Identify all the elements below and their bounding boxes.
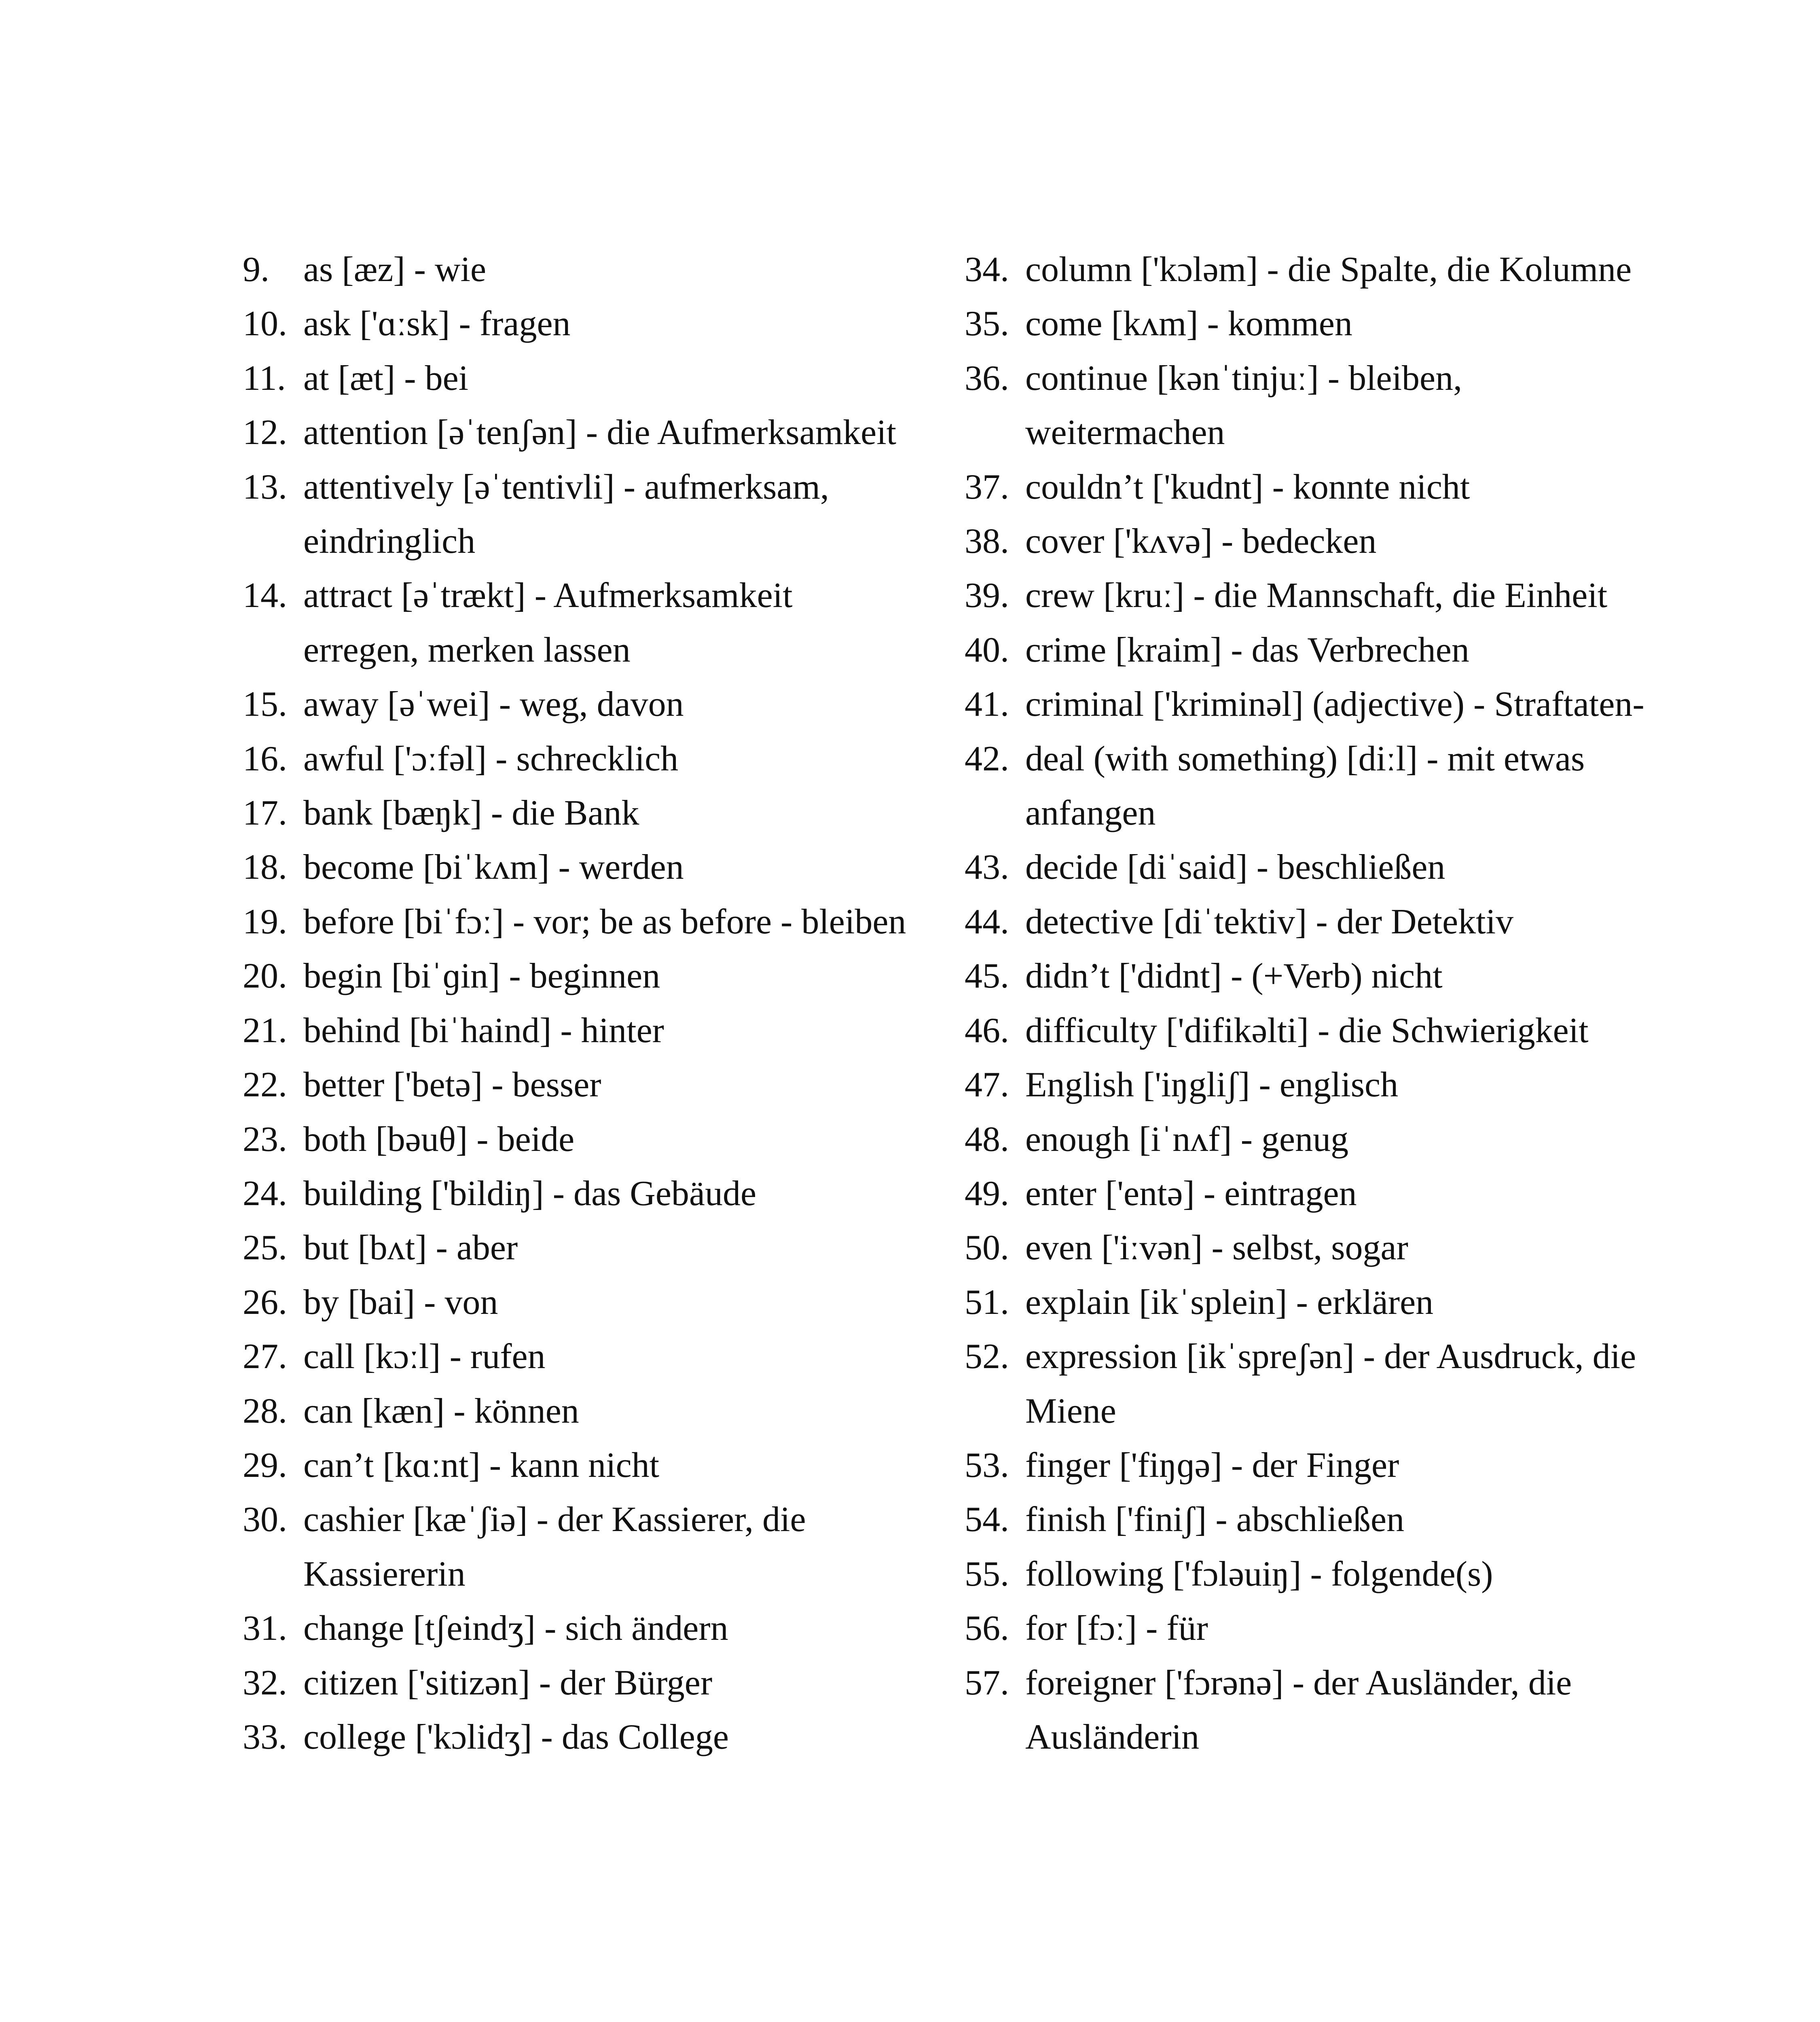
entry-number: 39. bbox=[965, 576, 1009, 615]
entry-number: 37. bbox=[965, 467, 1009, 507]
entry-text: continue [kənˈtinjuː] - bleiben, weitermachen bbox=[1025, 358, 1462, 453]
entry-text: can’t [kɑːnt] - kann nicht bbox=[303, 1445, 660, 1485]
entry-number: 41. bbox=[965, 685, 1009, 724]
vocabulary-entry bbox=[243, 1601, 914, 1656]
entry-text: even ['iːvən] - selbst, sogar bbox=[1025, 1228, 1408, 1268]
vocabulary-entry bbox=[243, 786, 914, 840]
vocabulary-entry bbox=[965, 949, 1648, 1003]
entry-number: 15. bbox=[243, 685, 287, 724]
vocabulary-entry bbox=[243, 1493, 914, 1601]
vocabulary-entry bbox=[243, 351, 914, 406]
entry-number: 20. bbox=[243, 956, 287, 996]
entry-text: English ['iŋgliʃ] - englisch bbox=[1025, 1065, 1399, 1105]
vocabulary-entry bbox=[243, 1167, 914, 1221]
entry-text: criminal ['kriminəl] (adjective) - Straftaten- bbox=[1025, 685, 1644, 724]
entry-text: explain [ikˈsplein] - erklären bbox=[1025, 1282, 1434, 1322]
entry-text: attract [əˈtrækt] - Aufmerksamkeit erregen, merken lassen bbox=[303, 576, 793, 670]
vocabulary-entry bbox=[243, 840, 914, 895]
vocabulary-entry bbox=[965, 1113, 1648, 1167]
entry-text: decide [diˈsaid] - beschließen bbox=[1025, 848, 1445, 887]
vocabulary-entry bbox=[965, 351, 1648, 460]
entry-text: crime [kraim] - das Verbrechen bbox=[1025, 630, 1469, 670]
vocabulary-entry bbox=[965, 623, 1648, 677]
vocabulary-entry bbox=[243, 297, 914, 351]
entry-text: couldn’t ['kudnt] - konnte nicht bbox=[1025, 467, 1470, 507]
vocabulary-entry bbox=[243, 1656, 914, 1710]
vocabulary-entry bbox=[965, 569, 1648, 623]
entry-text: away [əˈwei] - weg, davon bbox=[303, 685, 684, 724]
vocabulary-entry bbox=[965, 1275, 1648, 1330]
entry-text: citizen ['sitizən] - der Bürger bbox=[303, 1663, 713, 1703]
entry-number: 18. bbox=[243, 848, 287, 887]
vocabulary-entry bbox=[965, 677, 1648, 732]
entry-number: 40. bbox=[965, 630, 1009, 670]
entry-number: 44. bbox=[965, 902, 1009, 941]
vocabulary-entry bbox=[243, 1058, 914, 1112]
entry-number: 21. bbox=[243, 1011, 287, 1050]
entry-number: 57. bbox=[965, 1663, 1009, 1703]
entry-number: 45. bbox=[965, 956, 1009, 996]
vocabulary-entry bbox=[965, 460, 1648, 514]
vocabulary-entry bbox=[243, 243, 914, 297]
entry-number: 22. bbox=[243, 1065, 287, 1105]
vocabulary-entry bbox=[243, 732, 914, 786]
entry-text: awful ['ɔːfəl] - schrecklich bbox=[303, 739, 679, 778]
vocabulary-entry bbox=[965, 1438, 1648, 1493]
entry-number: 48. bbox=[965, 1119, 1009, 1159]
entry-text: ask ['ɑːsk] - fragen bbox=[303, 304, 571, 344]
entry-number: 56. bbox=[965, 1609, 1009, 1648]
vocabulary-entry bbox=[243, 406, 914, 460]
word-list-right-column bbox=[965, 243, 1648, 1764]
vocabulary-entry bbox=[243, 460, 914, 569]
entry-number: 36. bbox=[965, 358, 1009, 398]
entry-number: 42. bbox=[965, 739, 1009, 778]
vocabulary-entry bbox=[965, 895, 1648, 949]
entry-number: 13. bbox=[243, 467, 287, 507]
entry-number: 52. bbox=[965, 1337, 1009, 1377]
entry-text: bank [bæŋk] - die Bank bbox=[303, 793, 639, 833]
entry-number: 35. bbox=[965, 304, 1009, 344]
vocabulary-entry bbox=[243, 1438, 914, 1493]
vocabulary-entry bbox=[965, 514, 1648, 569]
entry-number: 32. bbox=[243, 1663, 287, 1703]
entry-number: 38. bbox=[965, 522, 1009, 561]
entry-number: 27. bbox=[243, 1337, 287, 1377]
vocabulary-entry bbox=[965, 1221, 1648, 1275]
entry-number: 55. bbox=[965, 1554, 1009, 1594]
vocabulary-entry bbox=[243, 1710, 914, 1764]
vocabulary-entry bbox=[965, 1547, 1648, 1601]
vocabulary-entry bbox=[965, 297, 1648, 351]
entry-number: 54. bbox=[965, 1500, 1009, 1540]
entry-text: didn’t ['didnt] - (+Verb) nicht bbox=[1025, 956, 1443, 996]
entry-number: 49. bbox=[965, 1174, 1009, 1213]
entry-text: difficulty ['difikəlti] - die Schwierigkeit bbox=[1025, 1011, 1589, 1050]
entry-text: but [bʌt] - aber bbox=[303, 1228, 518, 1268]
entry-text: enter ['entə] - eintragen bbox=[1025, 1174, 1357, 1213]
entry-text: before [biˈfɔː] - vor; be as before - bleiben bbox=[303, 902, 906, 941]
entry-number: 46. bbox=[965, 1011, 1009, 1050]
entry-text: building ['bildiŋ] - das Gebäude bbox=[303, 1174, 757, 1213]
vocabulary-entry bbox=[965, 1493, 1648, 1547]
entry-number: 53. bbox=[965, 1445, 1009, 1485]
vocabulary-entry bbox=[965, 732, 1648, 841]
entry-text: following ['fɔləuiŋ] - folgende(s) bbox=[1025, 1554, 1493, 1594]
entry-number: 19. bbox=[243, 902, 287, 941]
vocabulary-entry bbox=[243, 1004, 914, 1058]
entry-number: 24. bbox=[243, 1174, 287, 1213]
entry-text: college ['kɔlidʒ] - das College bbox=[303, 1717, 729, 1757]
entry-text: call [kɔːl] - rufen bbox=[303, 1337, 546, 1377]
entry-text: attention [əˈtenʃən] - die Aufmerksamkeit bbox=[303, 413, 897, 453]
entry-text: both [bəuθ] - beide bbox=[303, 1119, 575, 1159]
entry-number: 51. bbox=[965, 1282, 1009, 1322]
entry-number: 25. bbox=[243, 1228, 287, 1268]
vocabulary-entry bbox=[243, 1275, 914, 1330]
vocabulary-entry bbox=[243, 1330, 914, 1384]
entry-number: 47. bbox=[965, 1065, 1009, 1105]
entry-text: column ['kɔləm] - die Spalte, die Kolumne bbox=[1025, 250, 1632, 289]
entry-text: come [kʌm] - kommen bbox=[1025, 304, 1352, 344]
entry-text: can [kæn] - können bbox=[303, 1391, 579, 1431]
vocabulary-entry bbox=[965, 1058, 1648, 1112]
entry-text: better ['betə] - besser bbox=[303, 1065, 601, 1105]
entry-number: 23. bbox=[243, 1119, 287, 1159]
entry-number: 11. bbox=[243, 358, 286, 398]
word-list-left-column bbox=[243, 243, 914, 1764]
entry-text: finish ['finiʃ] - abschließen bbox=[1025, 1500, 1405, 1540]
vocabulary-entry bbox=[965, 243, 1648, 297]
entry-number: 31. bbox=[243, 1609, 287, 1648]
entry-number: 33. bbox=[243, 1717, 287, 1757]
entry-text: foreigner ['fɔrənə] - der Ausländer, die Ausländerin bbox=[1025, 1663, 1572, 1757]
entry-text: expression [ikˈspreʃən] - der Ausdruck, die Miene bbox=[1025, 1337, 1636, 1431]
vocabulary-entry bbox=[965, 1167, 1648, 1221]
entry-text: finger ['fiŋɡə] - der Finger bbox=[1025, 1445, 1399, 1485]
entry-text: become [biˈkʌm] - werden bbox=[303, 848, 684, 887]
entry-number: 26. bbox=[243, 1282, 287, 1322]
entry-number: 9. bbox=[243, 250, 269, 289]
vocabulary-entry bbox=[243, 677, 914, 732]
entry-text: for [fɔː] - für bbox=[1025, 1609, 1208, 1648]
entry-number: 43. bbox=[965, 848, 1009, 887]
vocabulary-entry bbox=[243, 1221, 914, 1275]
entry-text: as [æz] - wie bbox=[303, 250, 487, 289]
vocabulary-entry bbox=[243, 1113, 914, 1167]
entry-number: 10. bbox=[243, 304, 287, 344]
entry-text: begin [biˈɡin] - beginnen bbox=[303, 956, 660, 996]
entry-text: enough [iˈnʌf] - genug bbox=[1025, 1119, 1349, 1159]
entry-text: detective [diˈtektiv] - der Detektiv bbox=[1025, 902, 1514, 941]
entry-number: 12. bbox=[243, 413, 287, 453]
entry-text: behind [biˈhaind] - hinter bbox=[303, 1011, 664, 1050]
entry-number: 17. bbox=[243, 793, 287, 833]
entry-text: crew [kruː] - die Mannschaft, die Einheit bbox=[1025, 576, 1608, 615]
entry-number: 50. bbox=[965, 1228, 1009, 1268]
vocabulary-entry bbox=[243, 1384, 914, 1438]
entry-text: change [tʃeindʒ] - sich ändern bbox=[303, 1609, 728, 1648]
entry-number: 16. bbox=[243, 739, 287, 778]
vocabulary-entry bbox=[243, 949, 914, 1003]
vocabulary-entry bbox=[965, 1004, 1648, 1058]
vocabulary-entry bbox=[965, 1330, 1648, 1438]
entry-number: 29. bbox=[243, 1445, 287, 1485]
entry-text: by [bai] - von bbox=[303, 1282, 498, 1322]
entry-number: 34. bbox=[965, 250, 1009, 289]
entry-text: cashier [kæˈʃiə] - der Kassierer, die Kassiererin bbox=[303, 1500, 806, 1594]
vocabulary-entry bbox=[965, 1656, 1648, 1765]
entry-number: 14. bbox=[243, 576, 287, 615]
vocabulary-entry bbox=[965, 840, 1648, 895]
entry-number: 28. bbox=[243, 1391, 287, 1431]
entry-text: cover ['kʌvə] - bedecken bbox=[1025, 522, 1377, 561]
vocabulary-entry bbox=[243, 569, 914, 677]
vocabulary-entry bbox=[243, 895, 914, 949]
entry-number: 30. bbox=[243, 1500, 287, 1540]
entry-text: at [æt] - bei bbox=[303, 358, 469, 398]
entry-text: deal (with something) [diːl] - mit etwas anfangen bbox=[1025, 739, 1585, 833]
entry-text: attentively [əˈtentivli] - aufmerksam, eindringlich bbox=[303, 467, 829, 561]
vocabulary-entry bbox=[965, 1601, 1648, 1656]
